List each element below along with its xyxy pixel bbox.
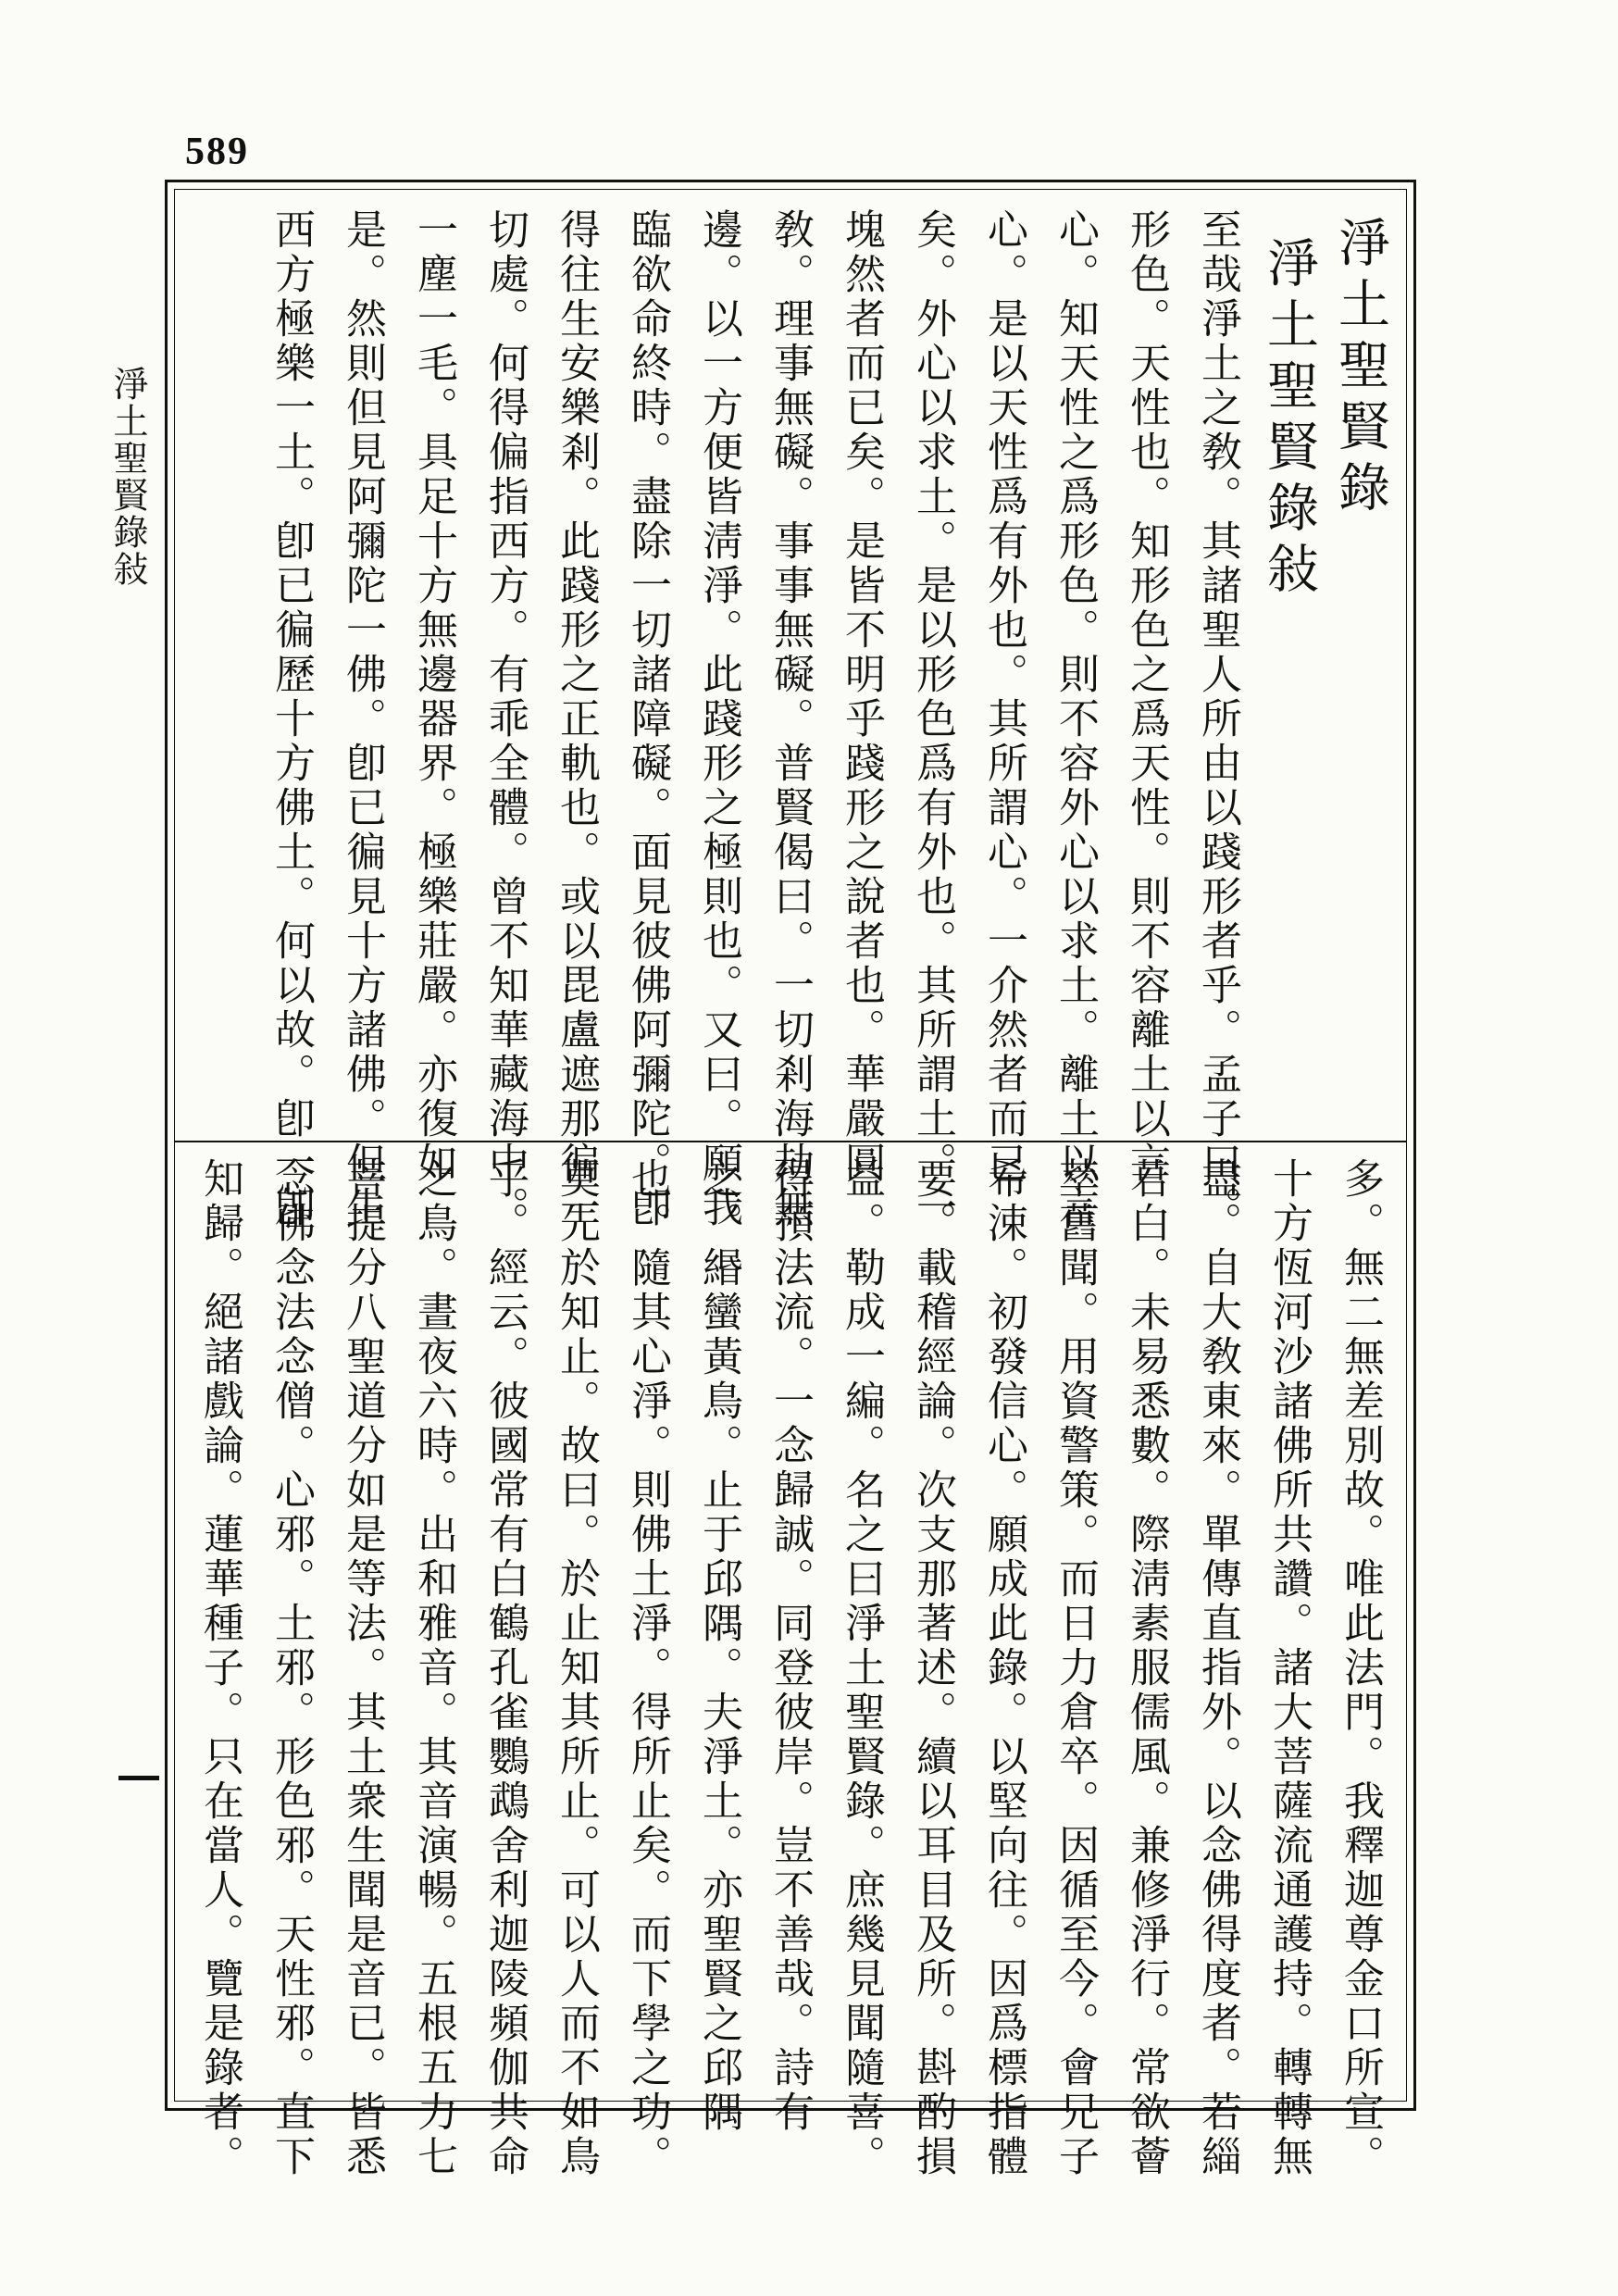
text-column: 是。然則但見阿彌陀一佛。卽已徧見十方諸佛。但生 [339,208,386,1230]
text-column: 念佛念法念僧。心邪。土邪。形色邪。天性邪。直下 [268,1157,315,2179]
page-number: 589 [185,131,249,173]
text-column: 心。是以天性爲有外也。其所謂心。一介然者而已 [980,208,1027,1186]
text-column: 切處。何得偏指西方。有乖全體。曾不知華藏海中。 [481,208,529,1230]
text-column: 一塵一毛。具足十方無邊器界。極樂莊嚴。亦復如 [410,208,457,1186]
text-column: 之。緡蠻黃鳥。止于邱隅。夫淨土。亦聖賢之邱隅 [695,1157,742,2135]
text-column: 得預法流。一念歸誠。同登彼岸。豈不善哉。詩有 [766,1157,814,2135]
text-column: 多。無二無差別故。唯此法門。我釋迦尊金口所宣。 [1337,1157,1384,2179]
text-column: 盡。自大敎東來。單傳直指外。以念佛得度者。若緇 [1194,1157,1241,2179]
text-column: 之鳥。晝夜六時。出和雅音。其音演暢。五根五力七 [410,1157,457,2179]
lower-text-block [184,1157,1396,2179]
text-column: 知歸。絕諸戲論。蓮華種子。只在當人。覽是錄者。 [196,1157,243,2179]
text-column: 至哉淨土之敎。其諸聖人所由以踐形者乎。孟子曰。 [1194,208,1241,1230]
text-column: 希涑。初發信心。願成此錄。以堅向往。因爲標指體 [980,1157,1027,2179]
text-column: 敎。理事無礙。事事無礙。普賢偈曰。一切剎海劫無 [766,208,814,1230]
text-column: 西方極樂一土。卽已徧歷十方佛土。何以故。卽一卽 [268,208,315,1230]
text-column: 塊然者而已矣。是皆不明乎踐形之說者也。華嚴圓 [838,208,885,1186]
text-column: 矣。外心以求土。是以形色爲有外也。其所謂土。一 [909,208,956,1230]
text-column: 乎。經云。彼國常有白鶴孔雀鸚鵡舍利迦陵頻伽共命 [481,1157,529,2179]
text-column: 邊。以一方便皆淸淨。此踐形之極則也。又曰。願我 [695,208,742,1230]
text-column: 若白。未易悉數。際淸素服儒風。兼修淨行。常欲薈 [1123,1157,1170,2179]
text-column: 益。勒成一編。名之曰淨土聖賢錄。庶幾見聞隨喜。 [838,1157,885,2179]
text-column: 心。知天性之爲形色。則不容外心以求土。離土以言 [1052,208,1099,1230]
running-side-title: 淨土聖賢錄敍 [107,366,148,588]
text-column: 臨欲命終時。盡除一切諸障礙。面見彼佛阿彌陀。卽 [624,208,671,1230]
upper-text-block [255,208,1396,1230]
text-column: 也。隨其心淨。則佛土淨。得所止矣。而下學之功。 [624,1157,671,2179]
text-column: 要。載稽經論。次支那著述。續以耳目及所。斟酌損 [909,1157,956,2179]
text-column: 菩提分八聖道分如是等法。其土衆生聞是音已。皆悉 [339,1157,386,2179]
text-column: 十方恆河沙諸佛所共讚。諸大菩薩流通護持。轉轉無 [1265,1157,1313,2179]
text-column: 得往生安樂剎。此踐形之正軌也。或以毘盧遮那徧一 [553,208,600,1230]
text-column: 萃舊聞。用資警策。而日力倉卒。因循至今。會兄子 [1052,1157,1099,2179]
preface-title: 淨土聖賢錄敍 [1259,236,1319,603]
text-column: 莫先於知止。故曰。於止知其所止。可以人而不如鳥 [553,1157,600,2179]
text-column: 形色。天性也。知形色之爲天性。則不容離土以言 [1123,208,1170,1186]
book-title: 淨土聖賢錄 [1330,216,1390,521]
side-rule-mark [118,1776,159,1780]
